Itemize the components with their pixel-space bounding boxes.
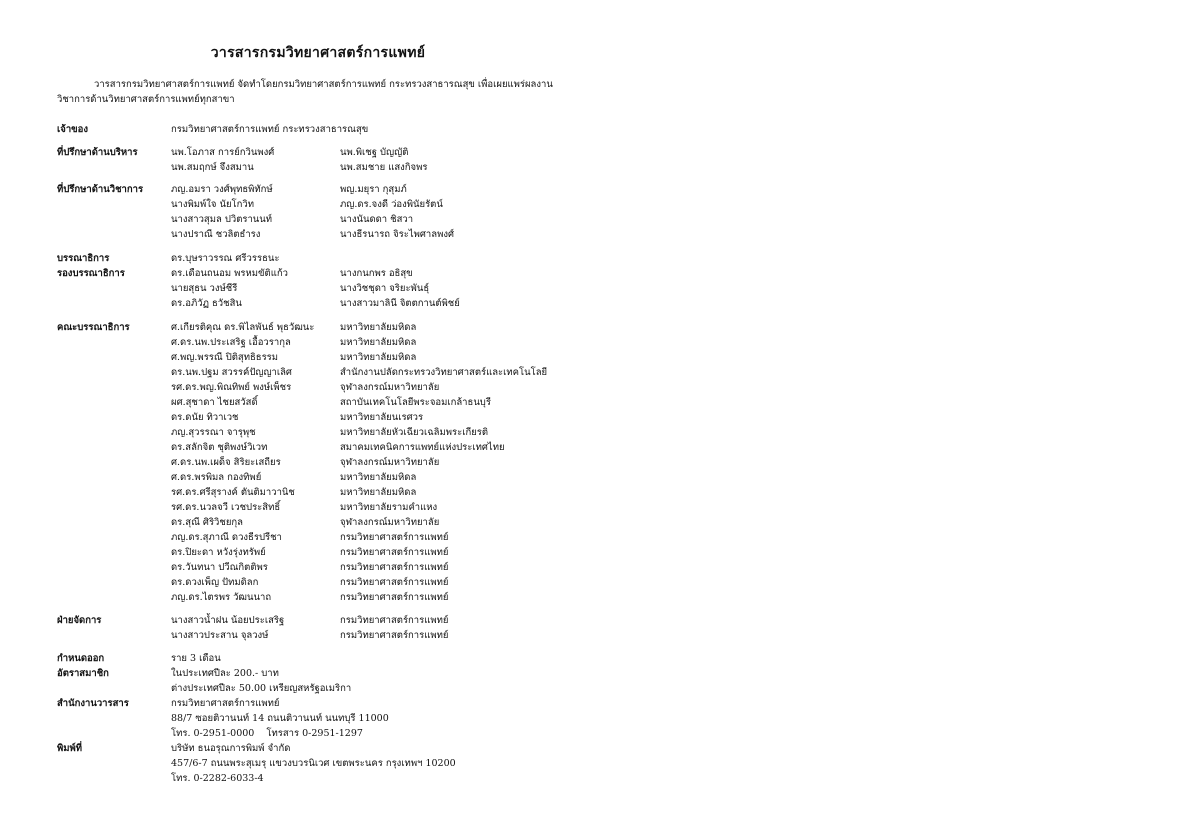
person-name: ภญ.ดร.จงดี ว่องพินัยรัตน์ [340,199,443,210]
affiliation: มหาวิทยาลัยมหิดล [340,352,417,363]
person-name: ศ.ดร.นพ.เผด็จ สิริยะเสถียร [171,457,281,468]
affiliation: กรมวิทยาศาสตร์การแพทย์ [340,630,449,641]
person-name: นางสาวสุมล ปวิตรานนท์ [171,214,273,225]
person-name: นพ.สมชาย แสงกิจพร [340,162,428,173]
office-address: 88/7 ซอยติวานนท์ 14 ถนนติวานนท์ นนทบุรี 11000 [171,713,389,724]
affiliation: สถาบันเทคโนโลยีพระจอมเกล้าธนบุรี [340,397,491,408]
affiliation: กรมวิทยาศาสตร์การแพทย์ [340,562,449,573]
affiliation: กรมวิทยาศาสตร์การแพทย์ [340,547,449,558]
person-name: ภญ.อมรา วงศ์พุทธพิทักษ์ [171,184,273,195]
person-name: นางวิชชุดา จริยะพันธุ์ [340,283,430,294]
person-name: ดร.อภิวัฏ ธวัชสิน [171,298,242,309]
subscription-foreign: ต่างประเทศปีละ 50.00 เหรียญสหรัฐอเมริกา [171,683,352,694]
person-name: นพ.โอภาส การย์กวินพงศ์ [171,147,275,158]
affiliation: จุฬาลงกรณ์มหาวิทยาลัย [340,382,440,393]
affiliation: มหาวิทยาลัยมหิดล [340,472,417,483]
person-name: นพ.พิเชฐ บัญญัติ [340,147,409,158]
affiliation: มหาวิทยาลัยหัวเฉียวเฉลิมพระเกียรติ [340,427,489,438]
person-name: รศ.ดร.ศรีสุรางค์ ตันติมาวานิช [171,487,295,498]
management-label: ฝ่ายจัดการ [57,615,102,626]
subscription-domestic: ในประเทศปีละ 200.- บาท [171,668,279,679]
person-name: ดร.ดนัย ทิวาเวช [171,412,239,423]
person-name: ดร.เดือนถนอม พรหมขัติแก้ว [171,268,288,279]
person-name: ศ.ดร.พรพิมล กองทิพย์ [171,472,262,483]
subscription-label: อัตราสมาชิก [57,668,109,679]
affiliation: กรมวิทยาศาสตร์การแพทย์ [340,615,449,626]
person-name: นางสาวมาลินี จิตตกานต์พิชย์ [340,298,460,309]
person-name: ศ.พญ.พรรณี ปิติสุทธิธรรม [171,352,279,363]
person-name: นางนันดดา ชิสวา [340,214,414,225]
person-name: นางกนกพร อธิสุข [340,268,413,279]
office-name: กรมวิทยาศาสตร์การแพทย์ [171,698,280,709]
person-name: ศ.เกียรติคุณ ดร.พิไลพันธ์ พุธวัฒนะ [171,322,315,333]
person-name: ภญ.ดร.ไตรพร วัฒนนาถ [171,592,272,603]
person-name: รศ.ดร.นวลจวี เวชประสิทธิ์ [171,502,281,513]
person-name: นางสาวน้ำฝน น้อยประเสริฐ [171,615,285,626]
schedule-label: กำหนดออก [57,653,105,664]
academic-advisors-label: ที่ปรึกษาด้านวิชาการ [57,184,144,195]
affiliation: กรมวิทยาศาสตร์การแพทย์ [340,577,449,588]
intro-line-2: วิชาการด้านวิทยาศาสตร์การแพทย์ทุกสาขา [57,94,235,105]
intro-paragraph [57,77,577,107]
printer-address: 457/6-7 ถนนพระสุเมรุ แขวงบวรนิเวศ เขตพระนคร กรุงเทพฯ 10200 [171,758,456,769]
affiliation: สมาคมเทคนิคการแพทย์แห่งประเทศไทย [340,442,505,453]
affiliation: มหาวิทยาลัยมหิดล [340,487,417,498]
intro-line-1: วารสารกรมวิทยาศาสตร์การแพทย์ จัดทำโดยกรมวิทยาศาสตร์การแพทย์ กระทรวงสาธารณสุข เพื่อเผยแพร่ผลงาน [94,79,553,90]
person-name: ภญ.ดร.สุภาณี ดวงธีรปรีชา [171,532,282,543]
affiliation: จุฬาลงกรณ์มหาวิทยาลัย [340,517,440,528]
person-name: นายสุธน วงษ์ชีรี [171,283,238,294]
person-name: ศ.ดร.นพ.ประเสริฐ เอื้อวรากุล [171,337,291,348]
printer-phone: โทร. 0-2282-6033-4 [171,773,264,784]
printer-label: พิมพ์ที่ [57,743,83,754]
person-name: ภญ.สุวรรณา จารุพุช [171,427,256,438]
person-name: ดร.วันทนา ปวีณกิตติพร [171,562,268,573]
affiliation: มหาวิทยาลัยมหิดล [340,337,417,348]
affiliation: มหาวิทยาลัยมหิดล [340,322,417,333]
office-phone: โทร. 0-2951-0000 โทรสาร 0-2951-1297 [171,728,363,739]
admin-advisors-label: ที่ปรึกษาด้านบริหาร [57,147,138,158]
person-name: ดร.สุณี ศิริวิชยกุล [171,517,243,528]
person-name: นพ.สมฤกษ์ จึงสมาน [171,162,254,173]
person-name: ดร.นพ.ปฐม สวรรค์ปัญญาเลิศ [171,367,292,378]
person-name: ดร.ดวงเพ็ญ ปัทมดิลก [171,577,259,588]
affiliation: มหาวิทยาลัยรามคำแหง [340,502,438,513]
affiliation: สำนักงานปลัดกระทรวงวิทยาศาสตร์และเทคโนโลยี [340,367,548,378]
affiliation: มหาวิทยาลัยนเรศวร [340,412,424,423]
person-name: นางสาวประสาน จุลวงษ์ [171,630,269,641]
editorial-board-label: คณะบรรณาธิการ [57,322,130,333]
journal-title: วารสารกรมวิทยาศาสตร์การแพทย์ [210,45,426,61]
printer-name: บริษัท ธนอรุณการพิมพ์ จำกัด [171,743,291,754]
person-name: ดร.ปิยะดา หวังรุ่งทรัพย์ [171,547,266,558]
affiliation: กรมวิทยาศาสตร์การแพทย์ [340,532,449,543]
deputy-editors-label: รองบรรณาธิการ [57,268,125,279]
owner-value: กรมวิทยาศาสตร์การแพทย์ กระทรวงสาธารณสุข [171,124,369,135]
owner-label: เจ้าของ [57,124,88,135]
affiliation: กรมวิทยาศาสตร์การแพทย์ [340,592,449,603]
person-name: พญ.มยุรา กุสุมภ์ [340,184,407,195]
editor-label: บรรณาธิการ [57,253,110,264]
schedule-value: ราย 3 เดือน [171,653,221,664]
person-name: ผศ.สุชาดา ไชยสวัสดิ์ [171,397,258,408]
person-name: นางธีรนารถ จิระไพศาลพงศ์ [340,229,454,240]
journal-office-label: สำนักงานวารสาร [57,698,129,709]
affiliation: จุฬาลงกรณ์มหาวิทยาลัย [340,457,440,468]
person-name: รศ.ดร.พญ.พิณทิพย์ พงษ์เพ็ชร [171,382,292,393]
person-name: ดร.สลักจิต ชุติพงษ์วิเวท [171,442,268,453]
person-name: นางปราณี ชวลิตธำรง [171,229,261,240]
person-name: นางพิมพ์ใจ นัยโกวิท [171,199,254,210]
person-name: ดร.บุษราวรรณ ศรีวรรธนะ [171,253,280,264]
